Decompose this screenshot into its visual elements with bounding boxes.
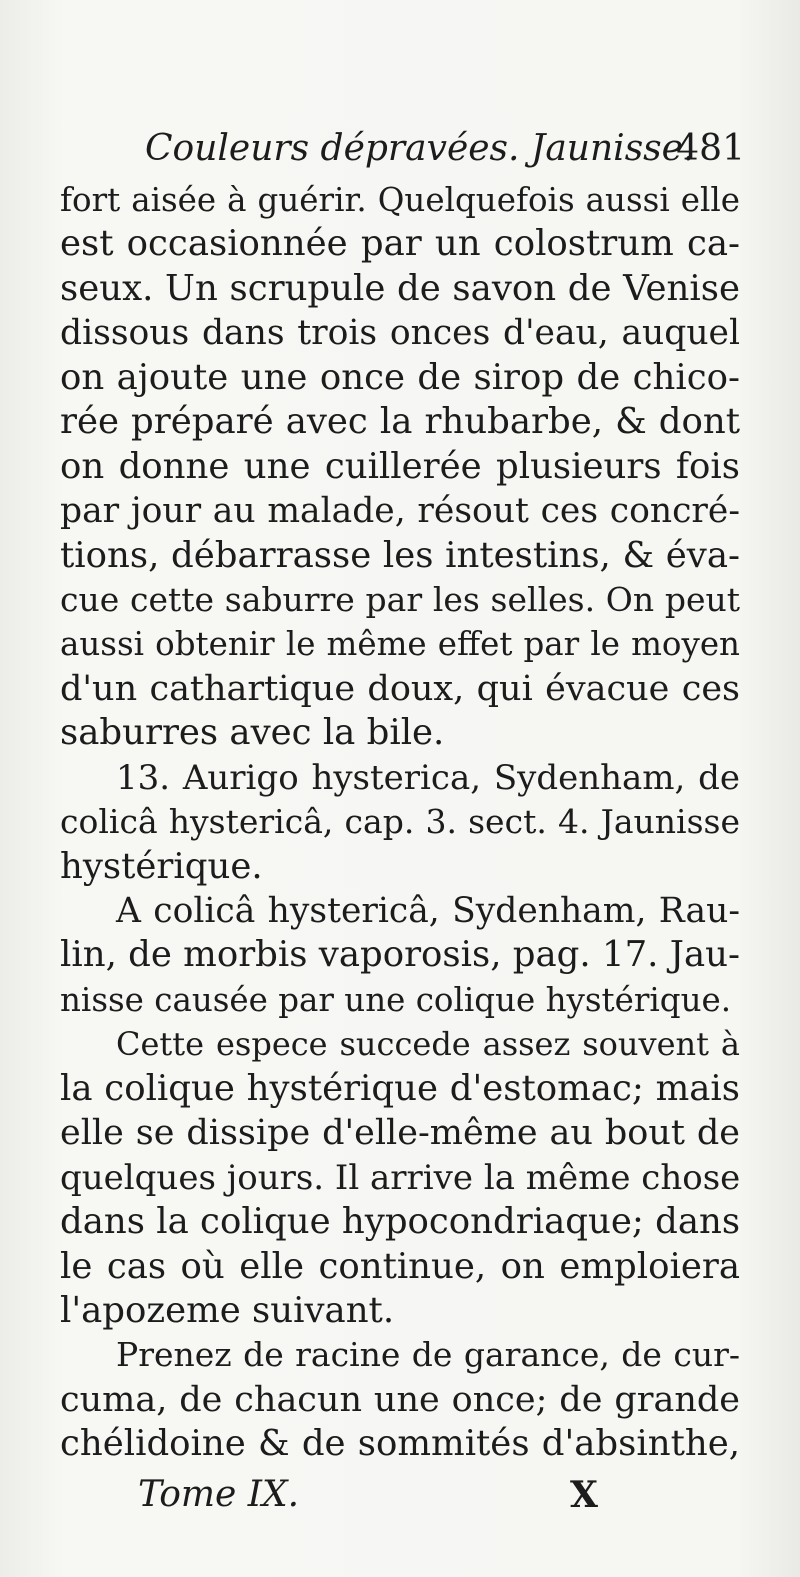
body-text: [60, 178, 740, 1467]
text-line: aussi obtenir le même effet par le moyen: [60, 625, 740, 664]
text-line: colicâ hystericâ, cap. 3. sect. 4. Jaunisse: [60, 802, 740, 842]
text-line: la colique hystérique d'estomac; mais: [60, 1067, 740, 1109]
text-line: cue cette saburre par les selles. On peut: [60, 579, 740, 619]
text-line: saburres avec la bile.: [60, 712, 445, 754]
text-line: le cas où elle continue, on emploiera: [60, 1245, 740, 1287]
text-line: seux. Un scrupule de savon de Venise: [60, 267, 740, 309]
text-line: hystérique.: [60, 845, 263, 887]
text-line: chélidoine & de sommités d'absinthe,: [60, 1423, 740, 1465]
text-line: 13. Aurigo hysterica, Sydenham, de: [116, 757, 740, 798]
running-title: Couleurs dépravées. Jaunisse.: [145, 128, 695, 169]
text-line: d'un cathartique doux, qui évacue ces: [60, 668, 740, 709]
text-line: nisse causée par une colique hystérique.: [60, 980, 732, 1019]
text-line: Prenez de racine de garance, de cur-: [116, 1335, 740, 1375]
text-line: dissous dans trois onces d'eau, auquel: [60, 313, 740, 354]
volume-label: Tome IX.: [138, 1474, 300, 1515]
text-line: tions, débarrasse les intestins, & éva-: [60, 534, 740, 576]
text-line: est occasionnée par un colostrum ca-: [60, 223, 740, 265]
signature-mark: X: [570, 1474, 598, 1516]
text-line: rée préparé avec la rhubarbe, & dont: [60, 401, 740, 443]
text-line: dans la colique hypocondriaque; dans: [60, 1201, 741, 1243]
page-footer: [60, 1474, 745, 1522]
text-line: Cette espece succede assez souvent à: [116, 1025, 740, 1064]
text-line: quelques jours. Il arrive la même chose: [60, 1157, 741, 1198]
text-line: on donne une cuillerée plusieurs fois: [60, 445, 740, 487]
text-line: fort aisée à guérir. Quelquefois aussi elle: [60, 181, 740, 219]
page-number: 481: [676, 128, 745, 169]
text-line: cuma, de chacun une once; de grande: [60, 1379, 740, 1420]
text-line: elle se dissipe d'elle-même au bout de: [60, 1113, 740, 1154]
text-line: par jour au malade, résout ces concré-: [60, 491, 740, 532]
text-line: on ajoute une once de sirop de chico-: [60, 356, 740, 398]
text-line: l'apozeme suivant.: [60, 1289, 395, 1331]
text-line: lin, de morbis vaporosis, pag. 17. Jau-: [60, 934, 740, 976]
text-line: A colicâ hystericâ, Sydenham, Rau-: [116, 891, 740, 931]
page-header: [60, 128, 745, 178]
